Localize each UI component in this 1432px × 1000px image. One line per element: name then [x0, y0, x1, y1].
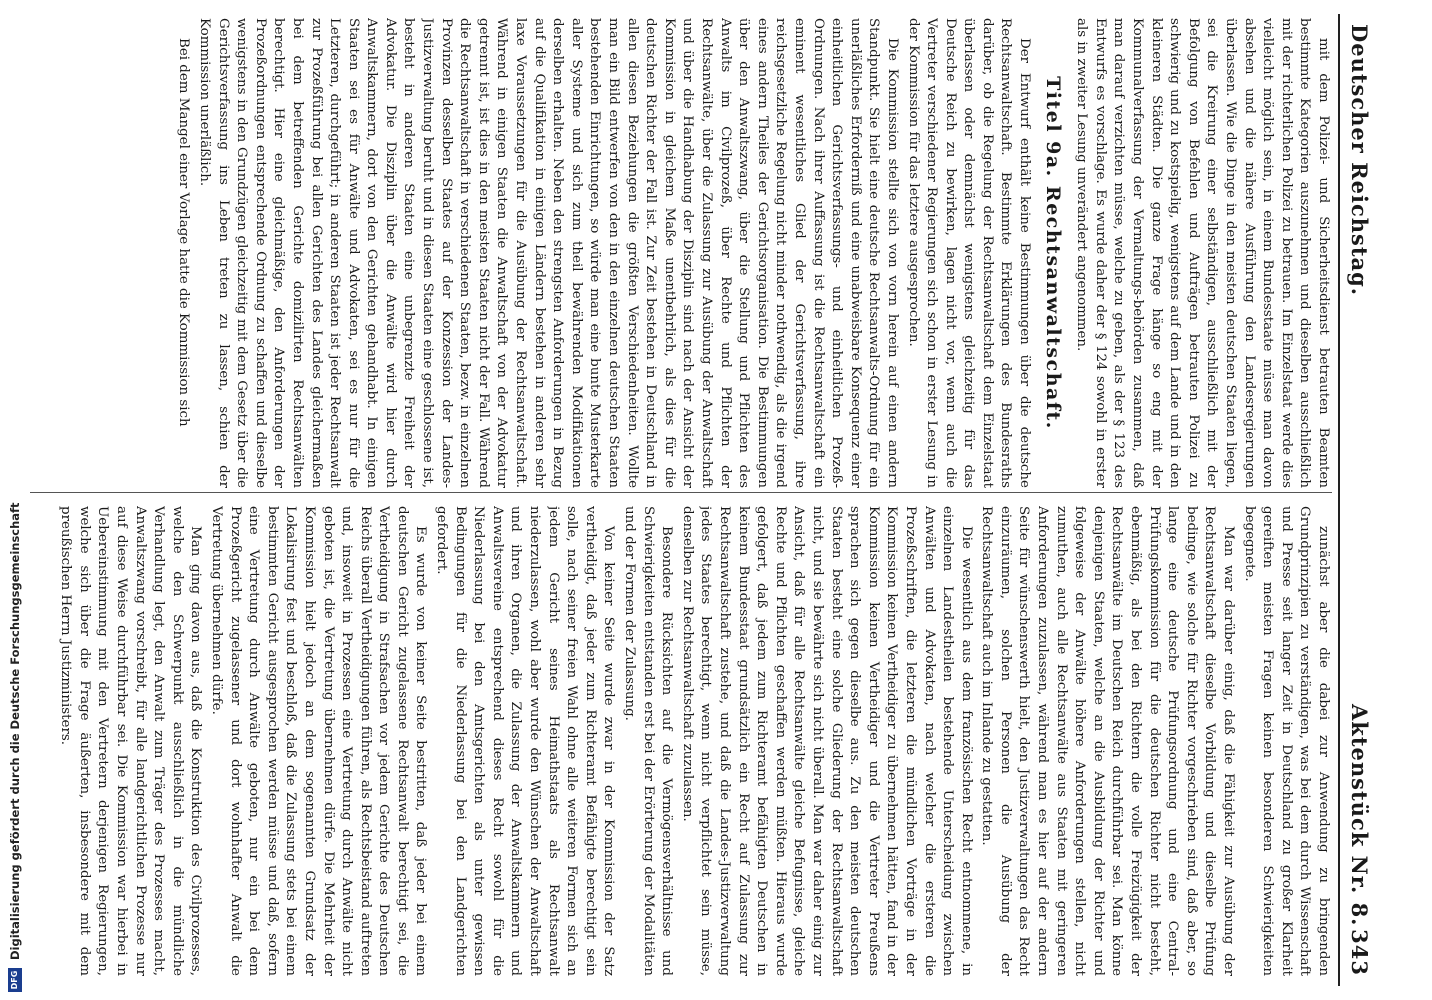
header-rule [1338, 14, 1340, 986]
paragraph: Es wurde von keiner Seite bestritten, daß jeder bei einem deutschen Gericht zugelassene Rechtsanwalt berechtigt sei, die Vertheidigung in Strafsachen vor jedem Gerichte des Deutschen Reichs überall Vertheidigungen führen, als Rechtsbeistand auftreten und, insoweit in Prozessen eine Vertretung durch Anwälte nicht geboten ist, die Vertretung übernehmen dürfe. Die Mehrheit der Kommission hielt jedoch an dem sogenannten Grundsatz der Lokalisirung fest und beschloß, daß die Zulassung stets bei einem bestimmten Gericht ausgesprochen werden müsse und daß, sofern eine Vertretung durch Anwälte geboten, nur ein bei dem Prozeßgericht zugelassener und dort wohnhafter Anwalt die Vertretung übernehmen dürfe. [208, 506, 429, 976]
paragraph: Man war darüber einig, daß die Fähigkeit zur Ausübung der Rechtsanwaltschaft dieselbe Vorbildung und dieselbe Prüfung bedinge, wie solche für Richter vorgeschrieben sind, daß aber, so lange eine deutsche Prüfungsordnung und eine Central-Prüfungskommission für die deutschen Richter nicht besteht, ebenmäßig, als bei den Richtern die volle Freizügigkeit der Rechtsanwälte im Deutschen Reich durchführbar sei. Man könne denjenigen Staaten, welche an die Ausbildung der Richter und folgeweise der Anwälte höhere Anforderungen stellen, nicht zumuthen, auch alle Rechtsanwälte aus Staaten mit geringeren Anforderungen zuzulassen, während man es hier auf der andern Seite für wünschenswerth hielt, den Justizverwaltungen das Recht einzuräumen, solchen Personen die Ausübung der Rechtsanwaltschaft auch im Inlande zu gestatten. [979, 506, 1237, 976]
digitization-footer [0, 0, 30, 1000]
header-left-title: Deutscher Reichstag. [1347, 24, 1372, 297]
header-document-number: Aktenstück Nr. 8. [1347, 704, 1372, 927]
digitization-credit: Digitalisierung gefördert durch die Deutsche Forschungsgemeinschaft [8, 502, 22, 960]
paragraph: Von keiner Seite wurde zwar in der Kommission der Satz vertheidigt, daß jeder zum Richteramt Befähigte berechtigt sein solle, nach seiner freien Wahl ohne alle weiteren Formen sich an jedem Gericht seines Heimathstaats als Rechtsanwalt niederzulassen, wohl aber wurde den Wünschen der Anwaltschaft und ihren Organen, die Zulassung der Anwaltskammern und Anwaltsvereine entsprechend dieses Recht sowohl für die Niederlassung bei den Amtsgerichten als unter gewissen Bedingungen für die Niederlassung bei den Landgerichten gefordert. [434, 506, 617, 976]
left-column [12, 18, 1332, 488]
paragraph: Die wesentlich aus dem französischen Recht entnommene, in einzelnen Landestheilen bestehende Unterscheidung zwischen Anwälten und Advokaten, nach welcher die ersteren die Prozeßschriften, die letzteren die mündlichen Vorträge in der Kommission keinen Vertheidiger zu übernehmen hätten, fand in der Kommission keinen Vertheidiger und die Vertreter Preußens sprachen sich gegen dieselbe aus. Zu den meisten deutschen Staaten besteht eine solche Gliederung der Rechtsanwaltschaft nicht, und sie bewährte sich nicht überall. Man war daher einig zur Ansicht, daß für alle Rechtsanwälte gleiche Befugnisse, gleiche Rechte und Pflichten geschaffen werden müßten. Hieraus wurde gefolgert, daß jedem zum Richteramt befähigten Deutschen in keinem Bundesstaat grundsätzlich ein Recht auf Zulassung zur Rechtsanwaltschaft zustehe, und daß die Landes-Justizverwaltung jedes Staates berechtigt, wenn nicht verpflichtet sein müsse, denselben zur Rechtsanwaltschaft zuzulassen. [679, 506, 974, 976]
paragraph: Man ging davon aus, daß die Konstruktion des Civilprozesses, welche den Schwerpunkt ausschließlich in die mündliche Verhandlung legt, den Anwalt zum Träger des Prozesses macht, Anwaltszwang vorschreibt, für alle landgerichtlichen Prozesse nur auf diese Weise durchführbar sei. Die Kommission war hierbei in Uebereinstimmung mit den Vertretern derjenigen Regierungen, welche sich über die Frage äußerten, insbesondere mit dem preußischen Herrn Justizministers. [58, 506, 204, 976]
section-heading: Titel 9a. Rechtsanwaltschaft. [1041, 76, 1064, 430]
header-page-number: 343 [1347, 929, 1372, 976]
paragraph: Bei dem Mangel einer Vorlage hatte die Kommission sich [176, 38, 192, 427]
paragraph: zunächst aber die dabei zur Anwendung zu bringenden Grundprinzipien zu verständigen, was bei dem durch Wissenschaft und Presse seit langer Zeit in Deutschland zu großer Klarheit gereiften meisten Fragen keinen besonderen Schwierigkeiten begegnete. [1241, 506, 1331, 976]
digitization-footer-strip [0, 0, 30, 1000]
paragraph: mit dem Polizei- und Sicherheitsdienst betrauten Beamten bestimmte Kategorien auszunehmen und dieselben ausschließlich mit der richterlichen Polizei zu betrauen. Im Einzelstaat werde dies vielleicht möglich sein, in einem Bundesstaate müsse man davon absehen und die nähere Ausführung den Landesregierungen überlassen. Wie die Dinge in den meisten deutschen Staaten liegen, sei die Kreirung einer selbständigen, ausschließlich mit der Befolgung von Befehlen und Aufträgen betrauten Polizei zu schwierig und zu kostspielig, wenigstens auf dem Lande und in den kleineren Städten. Die ganze Frage hänge so eng mit der Kommunalverfassung der Vermaltungs-behörden zusammen, daß man darauf verzichten müsse, welche zu geben, als der § 123 des Entwurfs es vorschlage. Es wurde daher der § 124 sowohl in erster als in zweiter Lesung unverändert angenommen. [1074, 18, 1331, 488]
dfg-logo: DFG [8, 968, 22, 992]
paragraph: Der Entwurf enthält keine Bestimmungen über die deutsche Rechtsanwaltschaft. Bestimmte Erklärungen des Bundesraths darüber, ob die Regelung der Rechtsanwaltschaft dem Einzelstaat überlassen oder demnächst wenigstens gleichzeitig für das Deutsche Reich zu bewirken, lagen nicht vor, wenn auch die Vertreter verschiedener Regierungen sich schon in erster Lesung in der Kommission für das letztere ausgesprochen. [905, 18, 1033, 488]
right-column [12, 506, 1332, 976]
paragraph: Die Kommission stellte sich von vorn herein auf einen andern Standpunkt. Sie hielt eine deutsche Rechtsanwalts-Ordnung für ein unerläßliches Erforderniß und eine unabweisbare Konsequenz einer einheitlichen Gerichtsverfassungs- und einheitlichen Prozeß-Ordnungen. Nach ihrer Auffassung ist die Rechtsanwaltschaft ein eminent wesentliches Glied der Gerichtsverfassung, ihre reichsgesetzliche Regelung nicht minder nothwendig, als die irgend eines andern Theiles der Gerichtsorganisation. Die Bestimmungen über den Anwaltszwang, über die Stellung und Pflichten des Anwalts im Civilprozeß, über Rechte und Pflichten der Rechtsanwälte, über die Zulassung zur Ausübung der Anwaltschaft und über die Handhabung der Disziplin sind nach der Ansicht der Kommission in gleichem Maße unentbehrlich, als dies für die deutschen Richter der Fall ist. Zur Zeit bestehen in Deutschland in allen diesen Beziehungen die größten Verschiedenheiten. Wollte man ein Bild entwerfen von den in den einzelnen deutschen Staaten bestehenden Einrichtungen, so würde man eine bunte Musterkarte aller Systeme und sich zum theil bewährenden Modifikationen derselben erhalten. Neben den strengsten Anforderungen in Bezug auf die Qualifikation in einigen Ländern bestehen in anderen sehr laxe Voraussetzungen für die Ausübung der Rechtsanwaltschaft. Während in einigen Staaten die Anwaltschaft von der Advokatur getrennt ist, ist dies in den meisten Staaten nicht der Fall. Während die Rechtsanwaltschaft in verschiedenen Staaten, bezw. in einzelnen Provinzen desselben Staates auf der Konzession der Landes-Justizverwaltung beruht und in diesen Staaten eine geschlossene ist, besteht in anderen Staaten eine unbegrenzte Freiheit der Advokatur. Die Disziplin über die Anwälte wird hier durch Anwaltskammern, dort von den Gerichten gehandhabt. In einigen Staaten sei es für Anwälte und Advokaten, sei es nur für die Letzteren, durchgeführt; in anderen Staaten ist jeder Rechtsanwalt zur Prozeßführung bei allen Gerichten des Landes gleichermaßen bei dem betreffenden Gerichte domizilirten Rechtsanwälten berechtigt. Hier eine gleichmäßige, den Anforderungen der Prozeßordnungen entsprechende Ordnung zu schaffen und dieselbe wenigstens in den Grundzügen gleichzeitig mit dem Gesetz über die Gerichtsverfassung ins Leben treten zu lassen, schien der Kommission unerläßlich. [196, 18, 900, 488]
column-divider [12, 492, 1332, 493]
paragraph: Besondere Rücksichten auf die Vermögensverhältnisse und Schwierigkeiten entstanden erst bei der Erörterung der Modalitäten und der Formen der Zulassung. [622, 506, 675, 976]
page-header [1342, 24, 1378, 976]
